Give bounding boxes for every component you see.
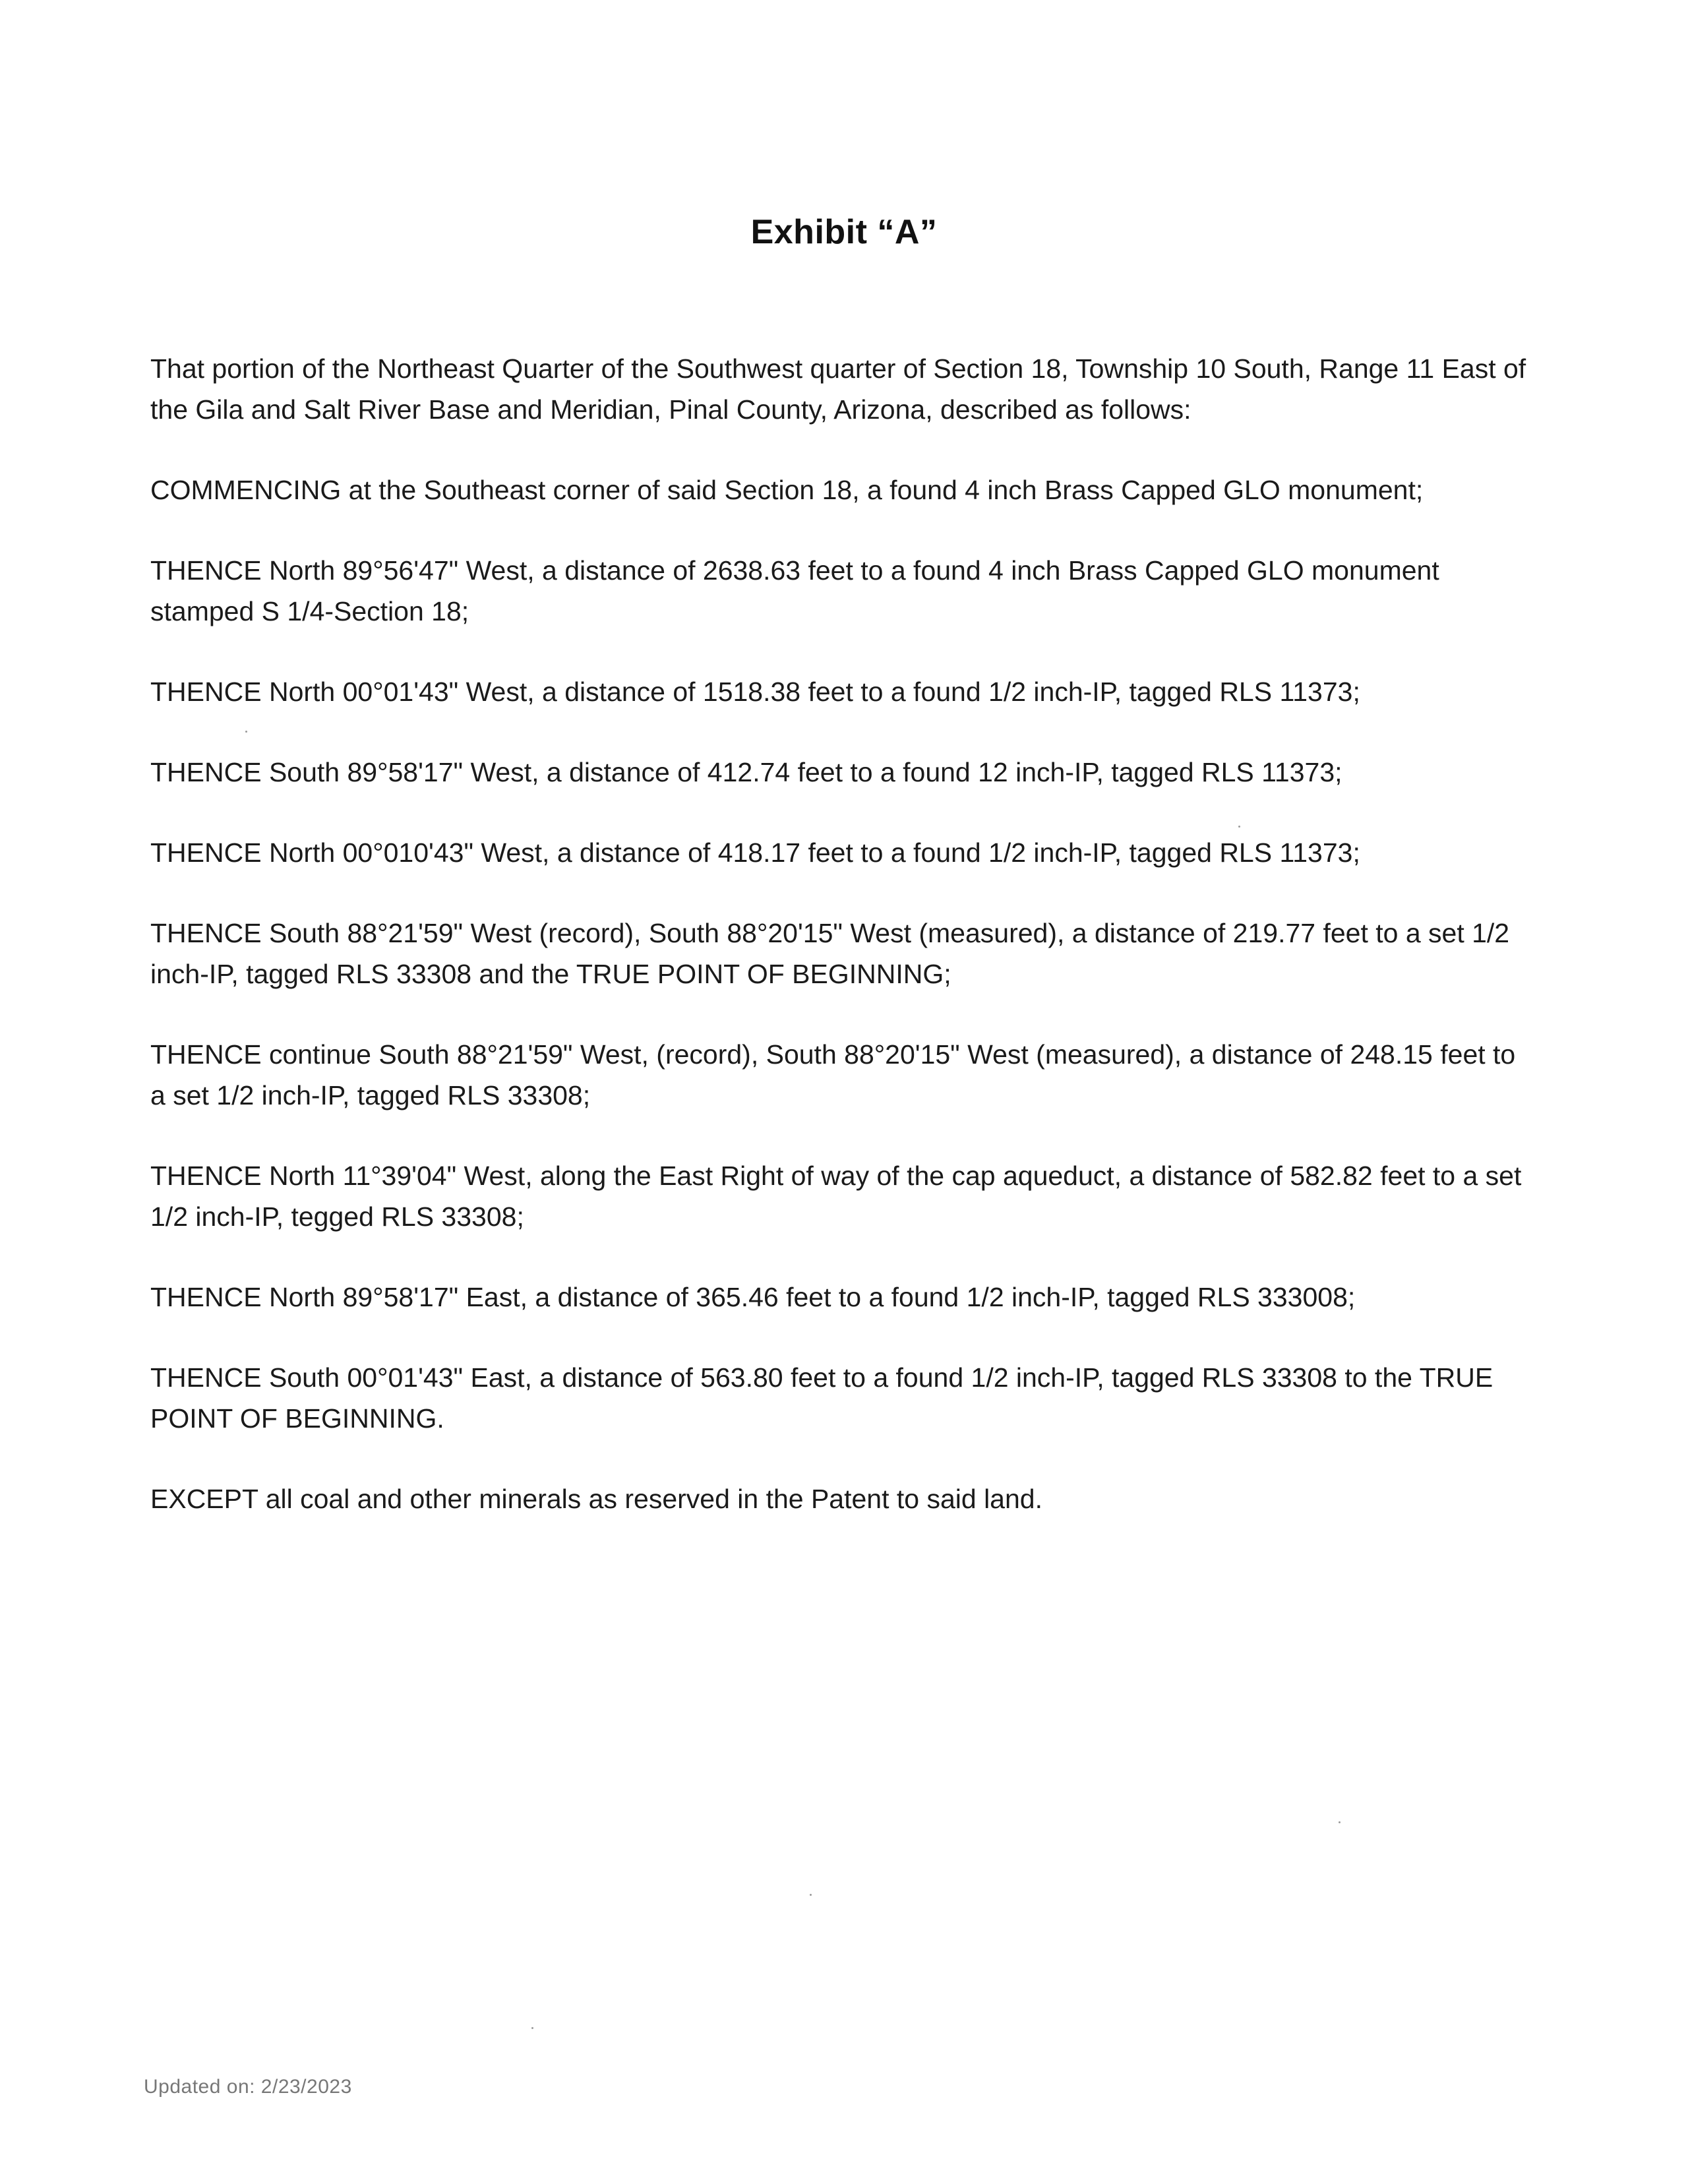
scan-speck	[245, 731, 247, 733]
paragraph-course-6: THENCE continue South 88°21'59" West, (record), South 88°20'15" West (measured), a distance of 248.15 feet to a set 1/2 inch-IP, tagged RLS 33308;	[150, 1039, 1516, 1110]
paragraph-course-8: THENCE North 89°58'17" East, a distance of 365.46 feet to a found 1/2 inch-IP, tagged RLS 333008;	[150, 1282, 1356, 1312]
scan-speck	[531, 2027, 533, 2029]
scan-speck	[810, 1894, 812, 1896]
paragraph-course-9: THENCE South 00°01'43" East, a distance of 563.80 feet to a found 1/2 inch-IP, tagged RLS 33308 to the TRUE POINT OF BEGINNING.	[150, 1362, 1493, 1434]
document-title: Exhibit “A”	[750, 213, 938, 251]
updated-date: Updated on: 2/23/2023	[144, 2076, 352, 2098]
scan-speck	[1339, 1821, 1341, 1823]
paragraph-exception: EXCEPT all coal and other minerals as reserved in the Patent to said land.	[150, 1484, 1042, 1514]
paragraph-course-3: THENCE South 89°58'17" West, a distance of 412.74 feet to a found 12 inch-IP, tagged RLS 11373;	[150, 757, 1342, 787]
paragraph-course-4: THENCE North 00°010'43" West, a distance of 418.17 feet to a found 1/2 inch-IP, tagged RLS 11373;	[150, 837, 1360, 868]
paragraph-course-1: THENCE North 89°56'47" West, a distance of 2638.63 feet to a found 4 inch Brass Capped GLO monument stamped S 1/4-Section 18;	[150, 555, 1439, 626]
paragraph-commencing: COMMENCING at the Southeast corner of said Section 18, a found 4 inch Brass Capped GLO monument;	[150, 475, 1424, 505]
paragraph-course-7: THENCE North 11°39'04" West, along the East Right of way of the cap aqueduct, a distance of 582.82 feet to a set 1/2 inch-IP, tegged RLS 33308;	[150, 1161, 1522, 1232]
paragraph-course-5: THENCE South 88°21'59" West (record), South 88°20'15" West (measured), a distance of 219.77 feet to a set 1/2 inch-IP, tagged RLS 33308 and the TRUE POINT OF BEGINNING;	[150, 918, 1510, 989]
scan-speck	[1238, 826, 1240, 828]
paragraph-course-2: THENCE North 00°01'43" West, a distance of 1518.38 feet to a found 1/2 inch-IP, tagged RLS 11373;	[150, 677, 1360, 707]
paragraph-intro: That portion of the Northeast Quarter of the Southwest quarter of Section 18, Township 10 South, Range 11 East of the Gila and Salt River Base and Meridian, Pinal County, Arizona, described as follows:	[150, 353, 1526, 425]
legal-description	[150, 348, 1528, 1519]
